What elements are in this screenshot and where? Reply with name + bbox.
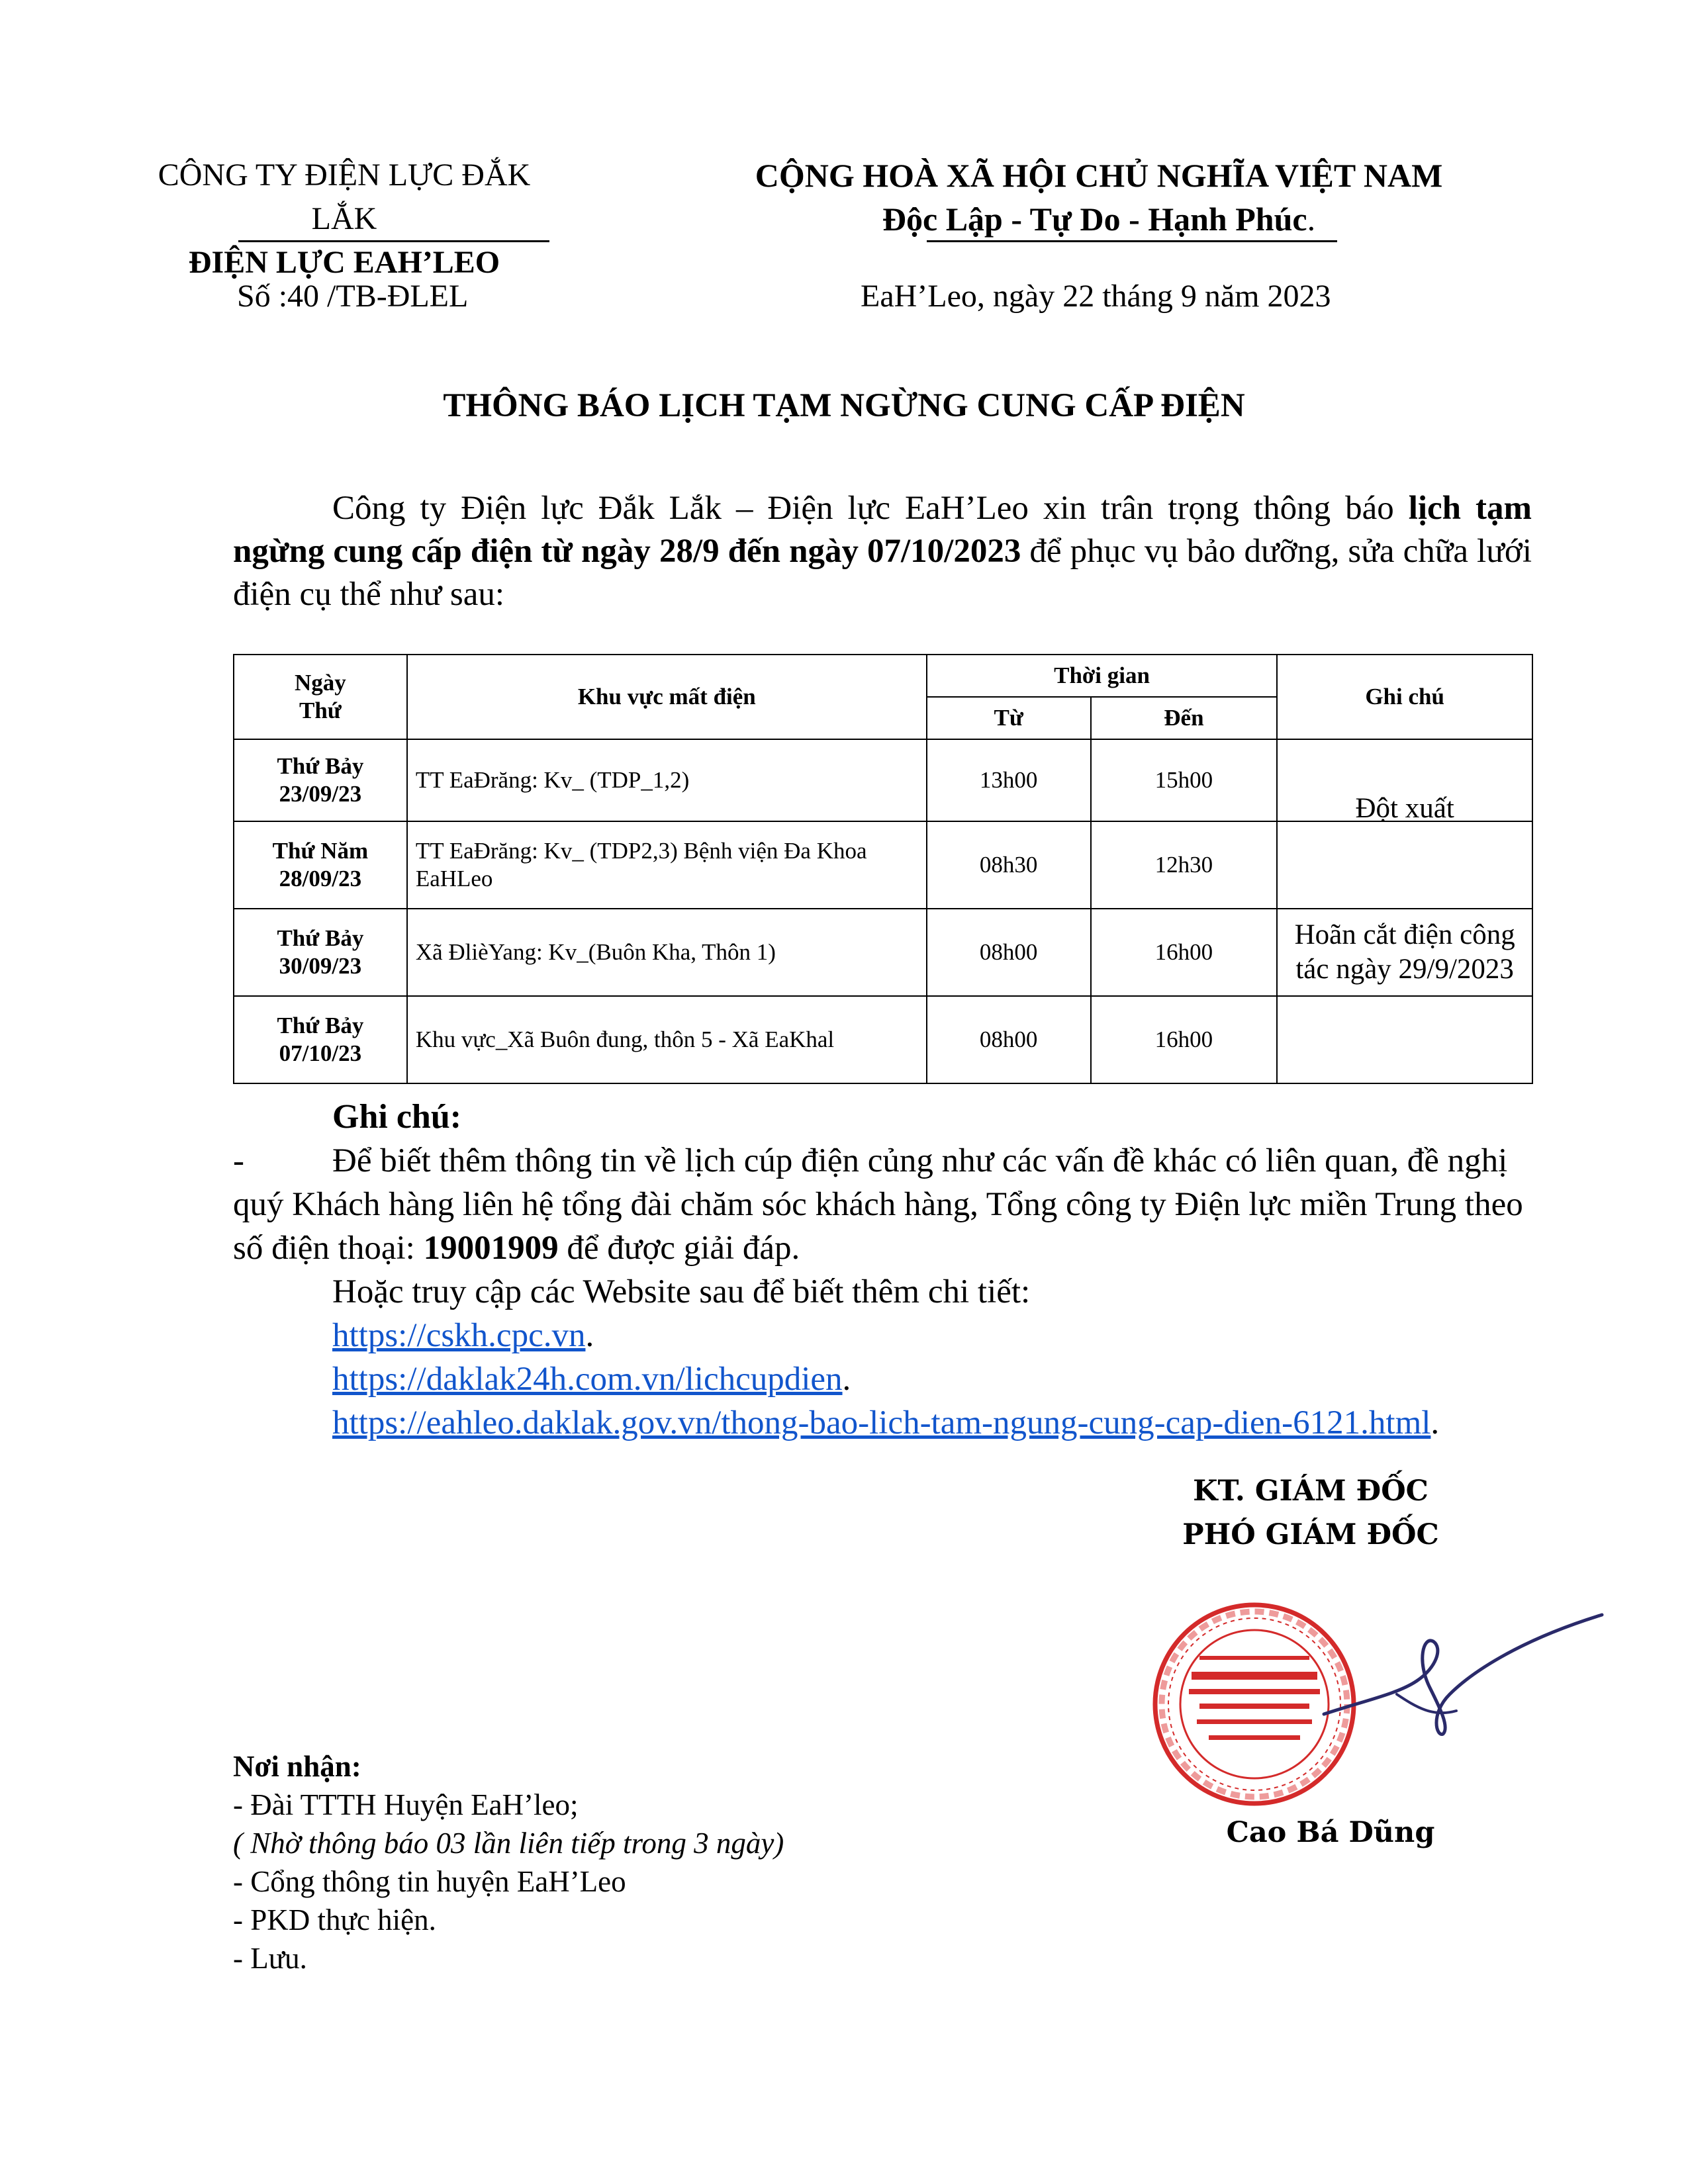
table-header-row (234, 655, 1532, 697)
header-to: Đến (1091, 697, 1278, 739)
org-unit: ĐIỆN LỰC EAH’LEO (188, 245, 500, 280)
motto-underline (927, 240, 1337, 242)
row-to: 16h00 (1091, 909, 1278, 996)
row-from: 08h00 (927, 909, 1091, 996)
document-title: THÔNG BÁO LỊCH TẠM NGỪNG CUNG CẤP ĐIỆN (443, 387, 1245, 424)
notes-heading: Ghi chú: (332, 1098, 462, 1136)
header-from: Từ (927, 697, 1091, 739)
org-underline (238, 240, 549, 242)
intro-text-bold: lịch tạm ngừng cung cấp điện từ ngày 28/9 đến ngày 07/10/2023 (233, 490, 1532, 570)
website-link-item: https://cskh.cpc.vn. (332, 1317, 594, 1354)
website-link-item: https://daklak24h.com.vn/lichcupdien. (332, 1361, 851, 1398)
header-area: Khu vực mất điện (407, 655, 927, 739)
row-note (1277, 996, 1532, 1083)
row-area: Xã ĐlièYang: Kv_(Buôn Kha, Thôn 1) (407, 909, 927, 996)
signer-name: Cao Bá Dũng (1226, 1816, 1435, 1849)
website-link-daklak24h[interactable]: https://daklak24h.com.vn/lichcupdien (332, 1361, 843, 1398)
table-row (234, 909, 1532, 996)
org-header (132, 154, 556, 285)
notes-section (233, 1095, 1532, 1445)
signature-line2: PHÓ GIÁM ĐỐC (1182, 1518, 1439, 1551)
website-link-cskh[interactable]: https://cskh.cpc.vn (332, 1317, 586, 1354)
intro-text-2: để phục vụ bảo dưỡng, sửa chữa lưới điện cụ thể như sau: (233, 533, 1532, 613)
header-day: Ngày Thứ (234, 655, 407, 739)
row-to: 15h00 (1091, 739, 1278, 821)
table-row (234, 996, 1532, 1083)
row-from: 08h30 (927, 821, 1091, 909)
row-note (1277, 821, 1532, 909)
row-area: TT EaĐrăng: Kv_ (TDP2,3) Bệnh viện Đa Khoa EaHLeo (407, 821, 927, 909)
website-link-item: https://eahleo.daklak.gov.vn/thong-bao-lich-tam-ngung-cung-cap-dien-6121.html. (332, 1404, 1440, 1441)
row-to: 16h00 (1091, 996, 1278, 1083)
row-note: Hoãn cắt điện công tác ngày 29/9/2023 (1277, 909, 1532, 996)
national-motto: Độc Lập - Tự Do - Hạnh Phúc (882, 201, 1307, 238)
recipient-item: ( Nhờ thông báo 03 lần liên tiếp trong 3 ngày) (233, 1827, 784, 1860)
row-from: 08h00 (927, 996, 1091, 1083)
org-parent: CÔNG TY ĐIỆN LỰC ĐẮK LẮK (158, 158, 531, 236)
row-day: Thứ Bảy 23/09/23 (234, 739, 407, 821)
motto-period: . (1307, 201, 1316, 238)
websites-intro: Hoặc truy cập các Website sau để biết thêm chi tiết: (332, 1273, 1031, 1310)
recipient-item: - Đài TTTH Huyện EaH’leo; (233, 1788, 579, 1821)
handwritten-signature (1317, 1602, 1615, 1754)
row-area: TT EaĐrăng: Kv_ (TDP_1,2) (407, 739, 927, 821)
row-day: Thứ Năm 28/09/23 (234, 821, 407, 909)
hotline-number: 19001909 (423, 1230, 559, 1267)
place-date: EaH’Leo, ngày 22 tháng 9 năm 2023 (861, 279, 1331, 314)
signature-title (1125, 1469, 1496, 1557)
row-from: 13h00 (927, 739, 1091, 821)
recipient-item: - PKD thực hiện. (233, 1903, 436, 1936)
table-row (234, 821, 1532, 909)
recipient-item: - Lưu. (233, 1942, 307, 1975)
recipients (233, 1747, 1027, 1978)
table-row (234, 739, 1532, 821)
country-name: CỘNG HOÀ XÃ HỘI CHỦ NGHĨA VIỆT NAM (755, 157, 1443, 194)
national-header (702, 154, 1496, 241)
website-link-eahleo[interactable]: https://eahleo.daklak.gov.vn/thong-bao-lich-tam-ngung-cung-cap-dien-6121.html (332, 1404, 1431, 1441)
row-day: Thứ Bảy 07/10/23 (234, 996, 407, 1083)
row-area: Khu vực_Xã Buôn đung, thôn 5 - Xã EaKhal (407, 996, 927, 1083)
notes-contact: - Để biết thêm thông tin về lịch cúp điện củng như các vấn đề khác có liên quan, đề nghị quý Khách hàng liên hệ tổng đài chăm sóc khách hàng, Tổng công ty Điện lực miền Trung theo số điện thoại: 19001909 để được giải đáp. (233, 1142, 1523, 1267)
recipient-item: - Cổng thông tin huyện EaH’Leo (233, 1865, 626, 1898)
recipients-heading: Nơi nhận: (233, 1750, 361, 1783)
intro-paragraph (233, 487, 1532, 616)
row-to: 12h30 (1091, 821, 1278, 909)
signature-line1: KT. GIÁM ĐỐC (1193, 1475, 1429, 1508)
header-note: Ghi chú (1277, 655, 1532, 739)
document-number: Số :40 /TB-ĐLEL (237, 279, 469, 314)
schedule-table (233, 654, 1533, 1084)
row-day: Thứ Bảy 30/09/23 (234, 909, 407, 996)
intro-text-1: Công ty Điện lực Đắk Lắk – Điện lực EaH’Leo xin trân trọng thông báo (332, 490, 1409, 527)
row-note: Đột xuất (1277, 739, 1532, 821)
header-time: Thời gian (927, 655, 1277, 697)
